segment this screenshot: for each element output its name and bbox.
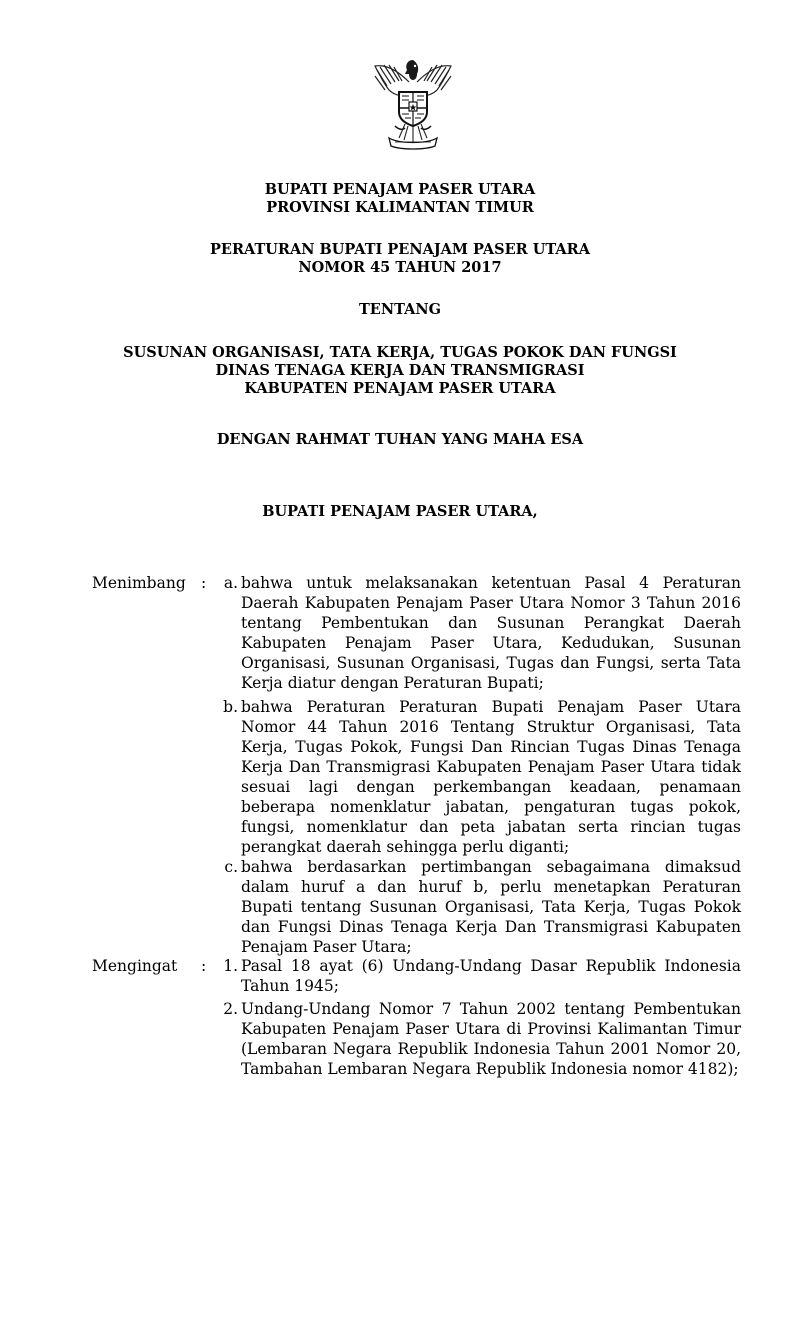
authority-heading: BUPATI PENAJAM PASER UTARA, <box>262 503 538 520</box>
list-item-text: Pasal 18 ayat (6) Undang-Undang Dasar Republik Indonesia Tahun 1945; <box>241 957 741 995</box>
list-item-text: Undang-Undang Nomor 7 Tahun 2002 tentang Pembentukan Kabupaten Penajam Paser Utara di Provinsi Kalimantan Timur (Lembaran Negara Republik Indonesia Tahun 2001 Nomor 20, Tambahan Lembaran Negara Republik Indonesia nomor 4182); <box>241 1000 741 1078</box>
garuda-emblem-icon <box>369 52 457 150</box>
menimbang-colon: : <box>201 574 207 592</box>
menimbang-label: Menimbang <box>92 574 186 592</box>
list-item-text: bahwa berdasarkan pertimbangan sebagaimana dimaksud dalam huruf a dan huruf b, perlu menetapkan Peraturan Bupati tentang Susunan Organisasi, Tata Kerja, Tugas Pokok dan Fungsi Dinas Tenaga Kerja Dan Transmigrasi Kabupaten Penajam Paser Utara; <box>241 858 741 956</box>
regulation-title: PERATURAN BUPATI PENAJAM PASER UTARA <box>210 241 590 258</box>
issuer-title: BUPATI PENAJAM PASER UTARA <box>264 181 536 198</box>
list-marker: b. <box>223 698 238 716</box>
subject-line-2: DINAS TENAGA KERJA DAN TRANSMIGRASI <box>215 362 585 379</box>
mengingat-label: Mengingat <box>92 957 178 975</box>
issuer-province: PROVINSI KALIMANTAN TIMUR <box>266 199 534 216</box>
list-marker: 2. <box>223 1000 238 1018</box>
subject-line-3: KABUPATEN PENAJAM PASER UTARA <box>244 380 556 397</box>
subject-line-1: SUSUNAN ORGANISASI, TATA KERJA, TUGAS POKOK DAN FUNGSI <box>123 344 677 361</box>
regulation-number: NOMOR 45 TAHUN 2017 <box>298 259 502 276</box>
invocation: DENGAN RAHMAT TUHAN YANG MAHA ESA <box>216 431 584 448</box>
about-heading: TENTANG <box>359 301 441 318</box>
list-item-text: bahwa Peraturan Peraturan Bupati Penajam Paser Utara Nomor 44 Tahun 2016 Tentang Struktur Organisasi, Tata Kerja, Tugas Pokok, Fungsi Dan Rincian Tugas Dinas Tenaga Kerja Dan Transmigrasi Kabupaten Penajam Paser Utara tidak sesuai lagi dengan perkembangan keadaan, penamaan beberapa nomenklatur jabatan, pengaturan tugas pokok, fungsi, nomenklatur dan peta jabatan serta rincian tugas perangkat daerah sehingga perlu diganti; <box>241 698 741 856</box>
mengingat-colon: : <box>201 957 207 975</box>
list-marker: c. <box>224 858 238 876</box>
list-item-text: bahwa untuk melaksanakan ketentuan Pasal 4 Peraturan Daerah Kabupaten Penajam Paser Utara Nomor 3 Tahun 2016 tentang Pembentukan dan Susunan Perangkat Daerah Kabupaten Penajam Paser Utara, Kedudukan, Susunan Organisasi, Susunan Organisasi, Tugas dan Fungsi, serta Tata Kerja diatur dengan Peraturan Bupati; <box>241 574 741 692</box>
list-marker: 1. <box>223 957 238 975</box>
list-marker: a. <box>223 574 238 592</box>
